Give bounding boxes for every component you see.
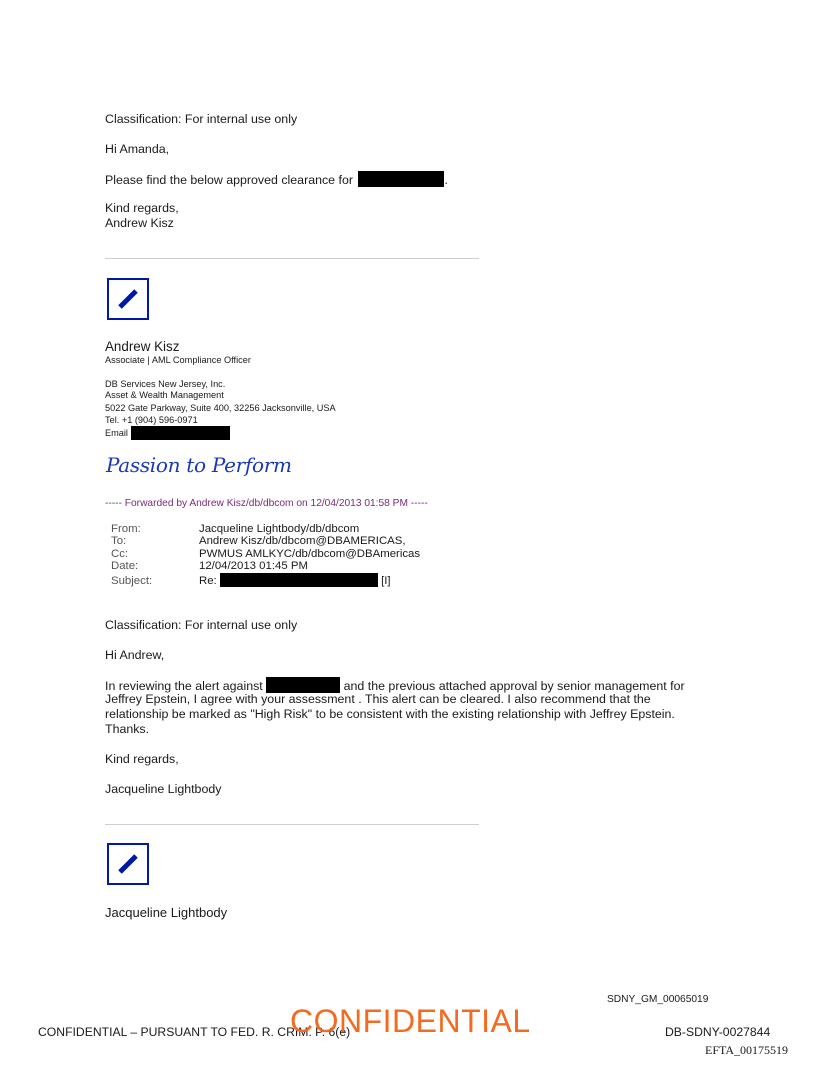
confidential-stamp: CONFIDENTIAL	[290, 1003, 531, 1039]
clearance-text: Please find the below approved clearance for	[105, 173, 353, 187]
closing-second: Kind regards,	[105, 752, 179, 766]
greeting-top: Hi Amanda,	[105, 142, 170, 156]
deutsche-bank-logo	[107, 278, 149, 320]
body-line-1-prefix: In reviewing the alert against	[105, 679, 263, 693]
subject-prefix: Re:	[199, 574, 217, 587]
date-label: Date:	[111, 560, 139, 573]
redaction-box	[358, 171, 444, 187]
sender-second: Jacqueline Lightbody	[105, 782, 222, 796]
deutsche-bank-logo	[107, 843, 149, 885]
email-header-block	[111, 523, 420, 587]
date-row	[111, 560, 420, 572]
signature-title: Associate | AML Compliance Officer	[105, 355, 251, 365]
cc-value: PWMUS AMLKYC/db/dbcom@DBAmericas	[199, 547, 421, 560]
from-label: From:	[111, 523, 141, 535]
sender-top: Andrew Kisz	[105, 216, 174, 230]
to-label: To:	[111, 535, 127, 548]
cc-label: Cc:	[111, 547, 129, 560]
passion-to-perform-slogan: Passion to Perform	[106, 453, 292, 477]
divider-top	[105, 258, 479, 259]
greeting-second: Hi Andrew,	[105, 648, 165, 662]
signature2-name: Jacqueline Lightbody	[105, 905, 228, 920]
subject-label: Subject:	[111, 574, 153, 587]
subject-suffix: [I]	[381, 574, 391, 587]
logo-slash-icon	[109, 845, 147, 883]
signature-phone: Tel. +1 (904) 596-0971	[105, 415, 198, 425]
to-value: Andrew Kisz/db/dbcom@DBAMERICAS,	[199, 535, 406, 548]
confidential-notice: CONFIDENTIAL – PURSUANT TO FED. R. CRIM. P. 6(e)	[38, 1025, 351, 1039]
signature-name: Andrew Kisz	[105, 339, 180, 354]
redaction-box	[220, 573, 378, 587]
classification-line-second: Classification: For internal use only	[105, 618, 298, 632]
clearance-sentence	[105, 171, 448, 188]
body-line-3: relationship be marked as "High Risk" to be consistent with the existing relationship with Jeffrey Epstein.	[105, 707, 675, 721]
body-line-1-suffix: and the previous attached approval by senior management for	[343, 679, 685, 693]
redaction-box	[131, 426, 230, 440]
from-row	[111, 523, 420, 535]
efta-id: EFTA_00175519	[705, 1043, 789, 1057]
signature-address: 5022 Gate Parkway, Suite 400, 32256 Jacksonville, USA	[105, 403, 336, 413]
signature-email-row	[105, 426, 230, 440]
divider-bottom	[105, 824, 479, 825]
date-value: 12/04/2013 01:45 PM	[199, 560, 308, 573]
cc-row	[111, 548, 420, 560]
signature-email-label: Email	[105, 428, 128, 438]
to-row	[111, 535, 420, 547]
logo-slash-icon	[109, 280, 147, 318]
subject-row	[111, 573, 420, 587]
sdny-bates-id: SDNY_GM_00065019	[607, 994, 709, 1005]
clearance-period: .	[444, 173, 448, 187]
signature-company: DB Services New Jersey, Inc.	[105, 379, 226, 389]
closing-top: Kind regards,	[105, 201, 179, 215]
body-line-4: Thanks.	[105, 722, 150, 736]
from-value: Jacqueline Lightbody/db/dbcom	[199, 523, 360, 535]
redaction-box	[266, 677, 340, 693]
signature-division: Asset & Wealth Management	[105, 390, 224, 400]
forwarded-line: ----- Forwarded by Andrew Kisz/db/dbcom on 12/04/2013 01:58 PM -----	[105, 498, 428, 509]
db-bates-id: DB-SDNY-0027844	[665, 1025, 771, 1039]
body-line-2: Jeffrey Epstein, I agree with your assessment . This alert can be cleared. I also recommend that the	[105, 692, 651, 706]
classification-line-top: Classification: For internal use only	[105, 112, 298, 126]
